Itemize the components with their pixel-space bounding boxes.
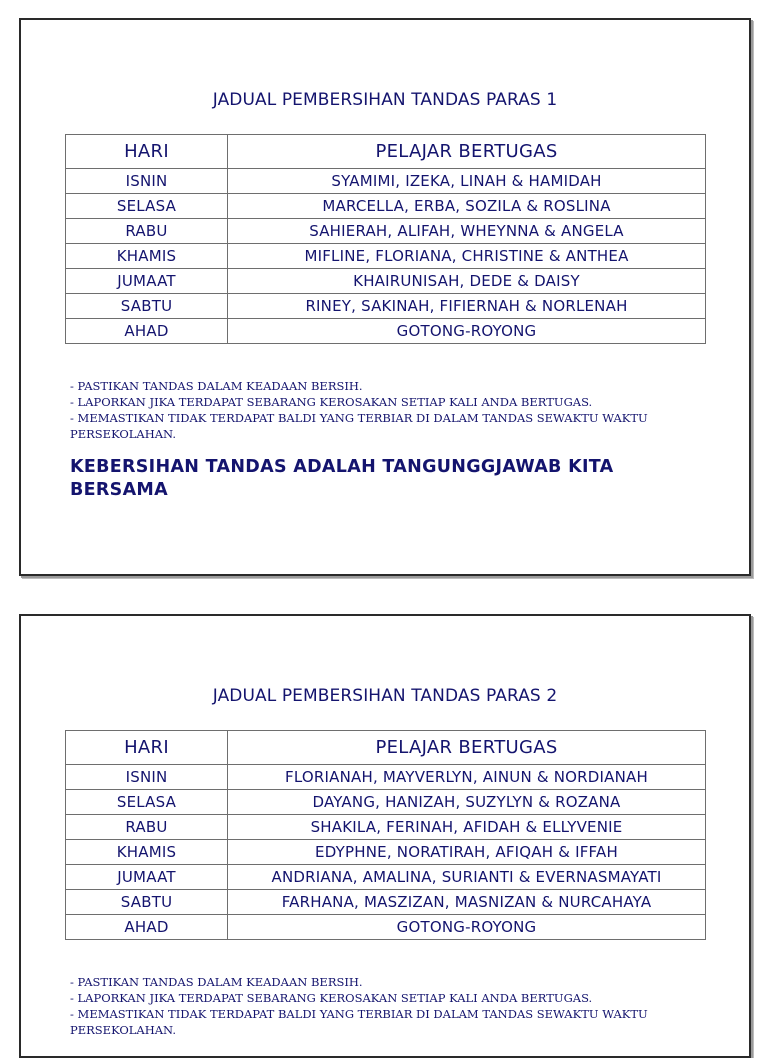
table-row <box>66 915 706 940</box>
students-cell: FARHANA, MASZIZAN, MASNIZAN & NURCAHAYA <box>228 890 706 915</box>
day-cell: SELASA <box>66 790 228 815</box>
sheet-title: JADUAL PEMBERSIHAN TANDAS PARAS 1 <box>212 90 558 110</box>
day-cell: SABTU <box>66 294 228 319</box>
students-cell: RINEY, SAKINAH, FIFIERNAH & NORLENAH <box>228 294 706 319</box>
note-item: - PASTIKAN TANDAS DALAM KEADAAN BERSIH. <box>70 379 363 393</box>
notes-list <box>70 974 710 1038</box>
day-cell: RABU <box>66 815 228 840</box>
header-students: PELAJAR BERTUGAS <box>228 731 706 765</box>
table-row <box>66 294 706 319</box>
day-cell: KHAMIS <box>66 244 228 269</box>
note-item: - LAPORKAN JIKA TERDAPAT SEBARANG KEROSAKAN SETIAP KALI ANDA BERTUGAS. <box>70 395 593 409</box>
table-row <box>66 815 706 840</box>
header-day: HARI <box>66 135 228 169</box>
sheet-title: JADUAL PEMBERSIHAN TANDAS PARAS 2 <box>212 686 558 706</box>
day-cell: ISNIN <box>66 765 228 790</box>
schedule-sheet-level-2 <box>19 614 751 1058</box>
day-cell: ISNIN <box>66 169 228 194</box>
header-day: HARI <box>66 731 228 765</box>
header-students: PELAJAR BERTUGAS <box>228 135 706 169</box>
table-row <box>66 219 706 244</box>
table-row <box>66 319 706 344</box>
day-cell: KHAMIS <box>66 840 228 865</box>
day-cell: RABU <box>66 219 228 244</box>
students-cell: GOTONG-ROYONG <box>228 915 706 940</box>
day-cell: SABTU <box>66 890 228 915</box>
day-cell: AHAD <box>66 915 228 940</box>
day-cell: JUMAAT <box>66 865 228 890</box>
notes-list <box>70 378 710 442</box>
schedule-sheet-level-1 <box>19 18 751 576</box>
table-row <box>66 890 706 915</box>
note-item: - MEMASTIKAN TIDAK TERDAPAT BALDI YANG TERBIAR DI DALAM TANDAS SEWAKTU WAKTU PERSEKOLAHAN. <box>70 411 648 441</box>
table-row <box>66 194 706 219</box>
students-cell: MARCELLA, ERBA, SOZILA & ROSLINA <box>228 194 706 219</box>
table-row <box>66 865 706 890</box>
table-row <box>66 244 706 269</box>
table-header-row <box>66 135 706 169</box>
students-cell: MIFLINE, FLORIANA, CHRISTINE & ANTHEA <box>228 244 706 269</box>
day-cell: SELASA <box>66 194 228 219</box>
note-item: - LAPORKAN JIKA TERDAPAT SEBARANG KEROSAKAN SETIAP KALI ANDA BERTUGAS. <box>70 991 593 1005</box>
table-header-row <box>66 731 706 765</box>
table-row <box>66 840 706 865</box>
students-cell: FLORIANAH, MAYVERLYN, AINUN & NORDIANAH <box>228 765 706 790</box>
footer-slogan: KEBERSIHAN TANDAS ADALAH TANGUNGGJAWAB KITA BERSAMA <box>70 457 614 500</box>
students-cell: KHAIRUNISAH, DEDE & DAISY <box>228 269 706 294</box>
students-cell: ANDRIANA, AMALINA, SURIANTI & EVERNASMAYATI <box>228 865 706 890</box>
table-row <box>66 169 706 194</box>
day-cell: JUMAAT <box>66 269 228 294</box>
students-cell: DAYANG, HANIZAH, SUZYLYN & ROZANA <box>228 790 706 815</box>
students-cell: SYAMIMI, IZEKA, LINAH & HAMIDAH <box>228 169 706 194</box>
students-cell: SAHIERAH, ALIFAH, WHEYNNA & ANGELA <box>228 219 706 244</box>
table-row <box>66 765 706 790</box>
schedule-table <box>65 730 706 940</box>
students-cell: SHAKILA, FERINAH, AFIDAH & ELLYVENIE <box>228 815 706 840</box>
note-item: - PASTIKAN TANDAS DALAM KEADAAN BERSIH. <box>70 975 363 989</box>
day-cell: AHAD <box>66 319 228 344</box>
students-cell: GOTONG-ROYONG <box>228 319 706 344</box>
schedule-table <box>65 134 706 344</box>
students-cell: EDYPHNE, NORATIRAH, AFIQAH & IFFAH <box>228 840 706 865</box>
note-item: - MEMASTIKAN TIDAK TERDAPAT BALDI YANG TERBIAR DI DALAM TANDAS SEWAKTU WAKTU PERSEKOLAHAN. <box>70 1007 648 1037</box>
table-row <box>66 269 706 294</box>
table-row <box>66 790 706 815</box>
